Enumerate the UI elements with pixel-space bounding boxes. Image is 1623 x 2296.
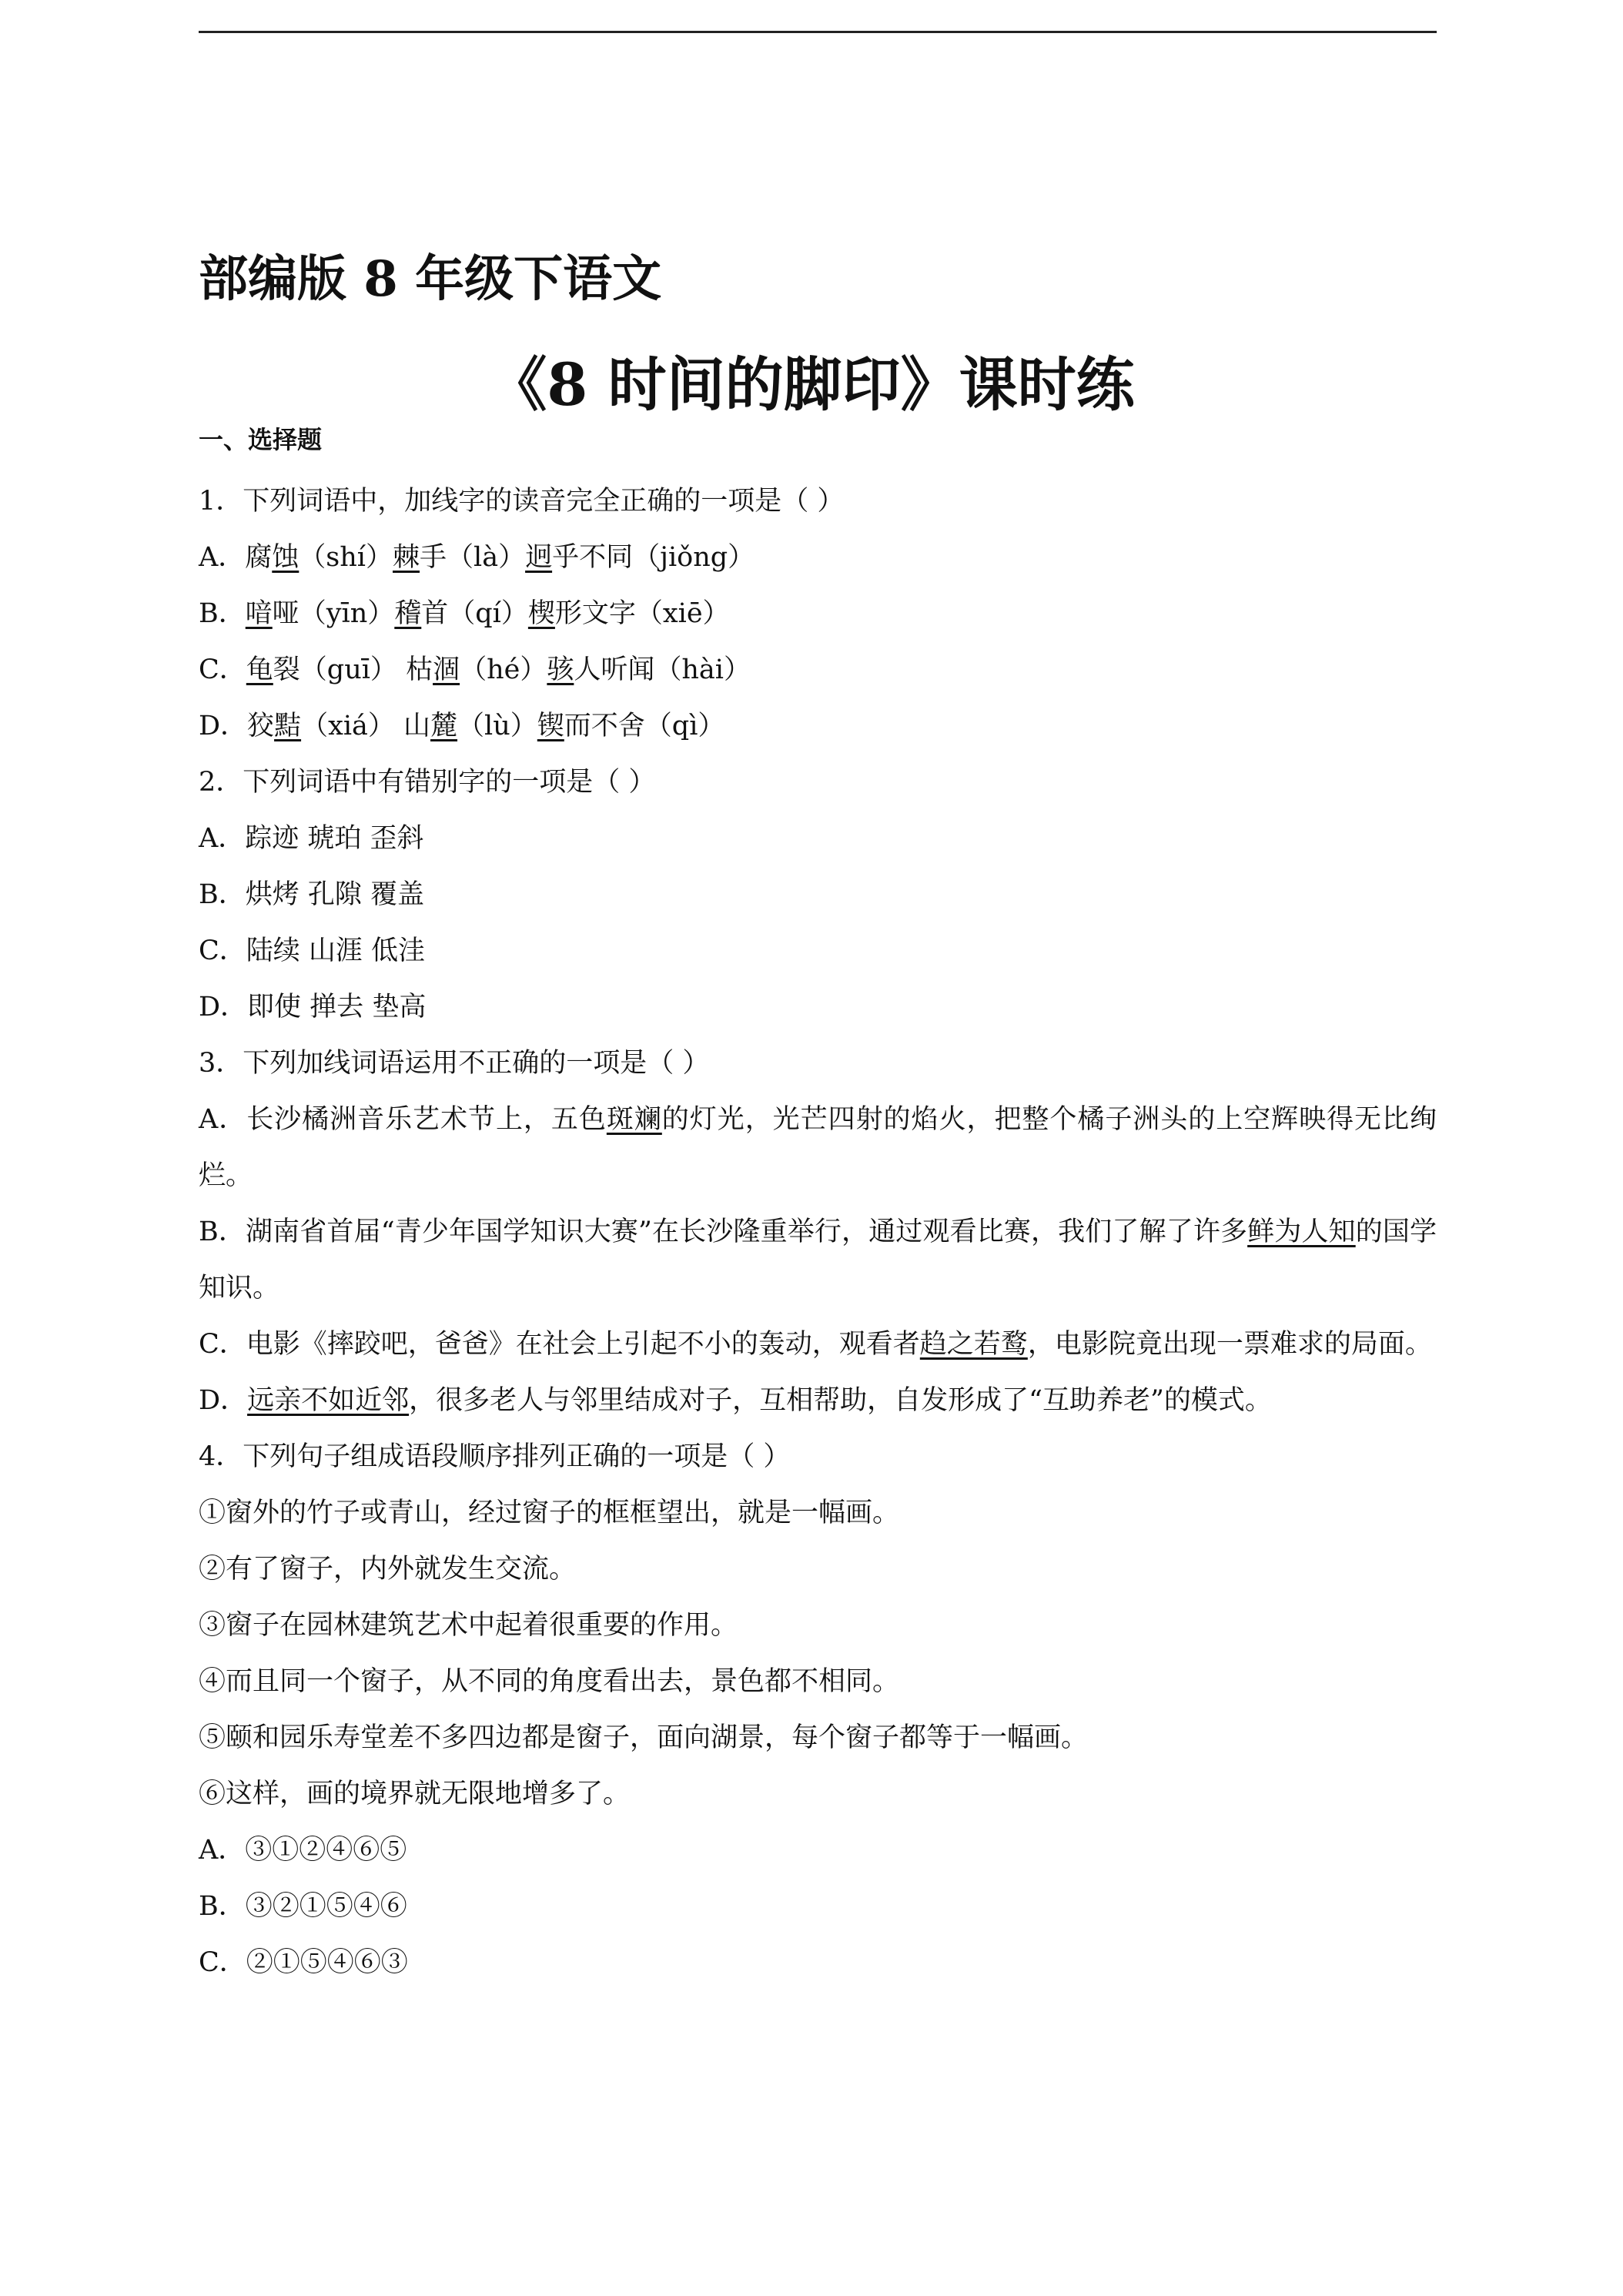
document-title: 《8 时间的脚印》课时练 [488, 350, 1135, 419]
question-1-stem: 1．下列词语中，加线字的读音完全正确的一项是（ ） [199, 486, 845, 517]
top-rule [199, 31, 1437, 33]
document-body [199, 420, 1437, 1991]
underlined-phrase: 远亲不如近邻 [247, 1385, 410, 1416]
text: D． [199, 1385, 248, 1416]
question-4-option-c: C．②①⑤④⑥③ [199, 1947, 408, 1978]
text: （xiá） 山 [301, 711, 431, 741]
underlined-char: 黠 [274, 711, 302, 741]
underlined-char: 喑 [245, 598, 273, 629]
underlined-char: 涸 [433, 654, 460, 685]
question-3-option-d [199, 1373, 1437, 1429]
underlined-char: 稽 [394, 598, 422, 629]
question-4-stem: 4．下列句子组成语段顺序排列正确的一项是（ ） [199, 1441, 791, 1472]
text: （hé） [460, 654, 547, 685]
text: D．狡 [199, 711, 275, 741]
question-3-option-c [199, 1317, 1437, 1373]
text: 的灯光，光芒四射的焰火，把整个橘子洲头的上空辉映得无比绚烂。 [199, 1104, 1437, 1191]
underlined-char: 锲 [537, 711, 564, 741]
underlined-phrase: 斑斓 [606, 1104, 662, 1135]
text: 形文字（xiē） [554, 598, 730, 629]
text: C．电影《摔跤吧，爸爸》在社会上引起不小的轰动，观看者 [199, 1329, 920, 1360]
question-2-option-d: D．即使 掸去 垫高 [199, 992, 427, 1022]
text: 人听闻（hài） [574, 654, 751, 685]
text: ，电影院竟出现一票难求的局面。 [1027, 1329, 1432, 1360]
underlined-char: 迥 [525, 542, 553, 573]
underlined-char: 骇 [547, 654, 574, 685]
question-4-sentence: ⑥这样，画的境界就无限地增多了。 [199, 1779, 631, 1809]
question-3-stem: 3．下列加线词语运用不正确的一项是（ ） [199, 1048, 710, 1079]
text: （lù） [457, 711, 537, 741]
text: A．长沙橘洲音乐艺术节上，五色 [199, 1104, 607, 1135]
question-4-sentence: ⑤颐和园乐寿堂差不多四边都是窗子，面向湖景，每个窗子都等于一幅画。 [199, 1722, 1089, 1753]
question-3-option-b [199, 1204, 1437, 1317]
question-1-option-b [199, 586, 1437, 642]
underlined-char: 麓 [430, 711, 458, 741]
question-2-option-a: A．踪迹 琥珀 歪斜 [199, 823, 424, 854]
question-4-sentence: ①窗外的竹子或青山，经过窗子的框框望出，就是一幅画。 [199, 1498, 900, 1528]
question-4-option-b: B．③②①⑤④⑥ [199, 1891, 407, 1922]
question-2-stem: 2．下列词语中有错别字的一项是（ ） [199, 767, 656, 798]
text: ，很多老人与邻里结成对子，互相帮助，自发形成了“互助养老”的模式。 [409, 1385, 1272, 1416]
question-4-option-a: A．③①②④⑥⑤ [199, 1835, 407, 1866]
question-4-sentence: ④而且同一个窗子，从不同的角度看出去，景色都不相同。 [199, 1666, 900, 1697]
question-1-option-a [199, 530, 1437, 586]
text: 的国学知识。 [199, 1217, 1437, 1304]
text: A．腐 [199, 542, 273, 573]
question-1-option-c [199, 642, 1437, 698]
question-2-option-c: C．陆续 山涯 低洼 [199, 935, 426, 966]
question-3-option-a [199, 1092, 1437, 1204]
underlined-char: 龟 [246, 654, 273, 685]
question-2-option-b: B．烘烤 孔隙 覆盖 [199, 879, 424, 910]
text: 手（là） [420, 542, 526, 573]
underlined-char: 楔 [527, 598, 555, 629]
underlined-phrase: 鲜为人知 [1247, 1217, 1356, 1247]
text: 裂（guī） 枯 [273, 654, 433, 685]
text: B．湖南省首届“青少年国学知识大赛”在长沙隆重举行，通过观看比赛，我们了解了许多 [199, 1217, 1248, 1247]
text: （shí） [299, 542, 393, 573]
text: 乎不同（jiǒng） [552, 542, 755, 573]
document-subject-heading: 部编版 8 年级下语文 [199, 250, 662, 308]
text: B． [199, 598, 246, 629]
text: 首（qí） [421, 598, 528, 629]
underlined-char: 棘 [393, 542, 420, 573]
question-4-sentence: ③窗子在园林建筑艺术中起着很重要的作用。 [199, 1610, 738, 1641]
underlined-char: 蚀 [272, 542, 300, 573]
section-title: 一、选择题 [199, 425, 323, 454]
text: C． [199, 654, 246, 685]
text: 哑（yīn） [272, 598, 395, 629]
text: 而不舍（qì） [564, 711, 725, 741]
underlined-phrase: 趋之若鹜 [919, 1329, 1028, 1360]
question-1-option-d [199, 698, 1437, 755]
question-4-sentence: ②有了窗子，内外就发生交流。 [199, 1554, 577, 1585]
